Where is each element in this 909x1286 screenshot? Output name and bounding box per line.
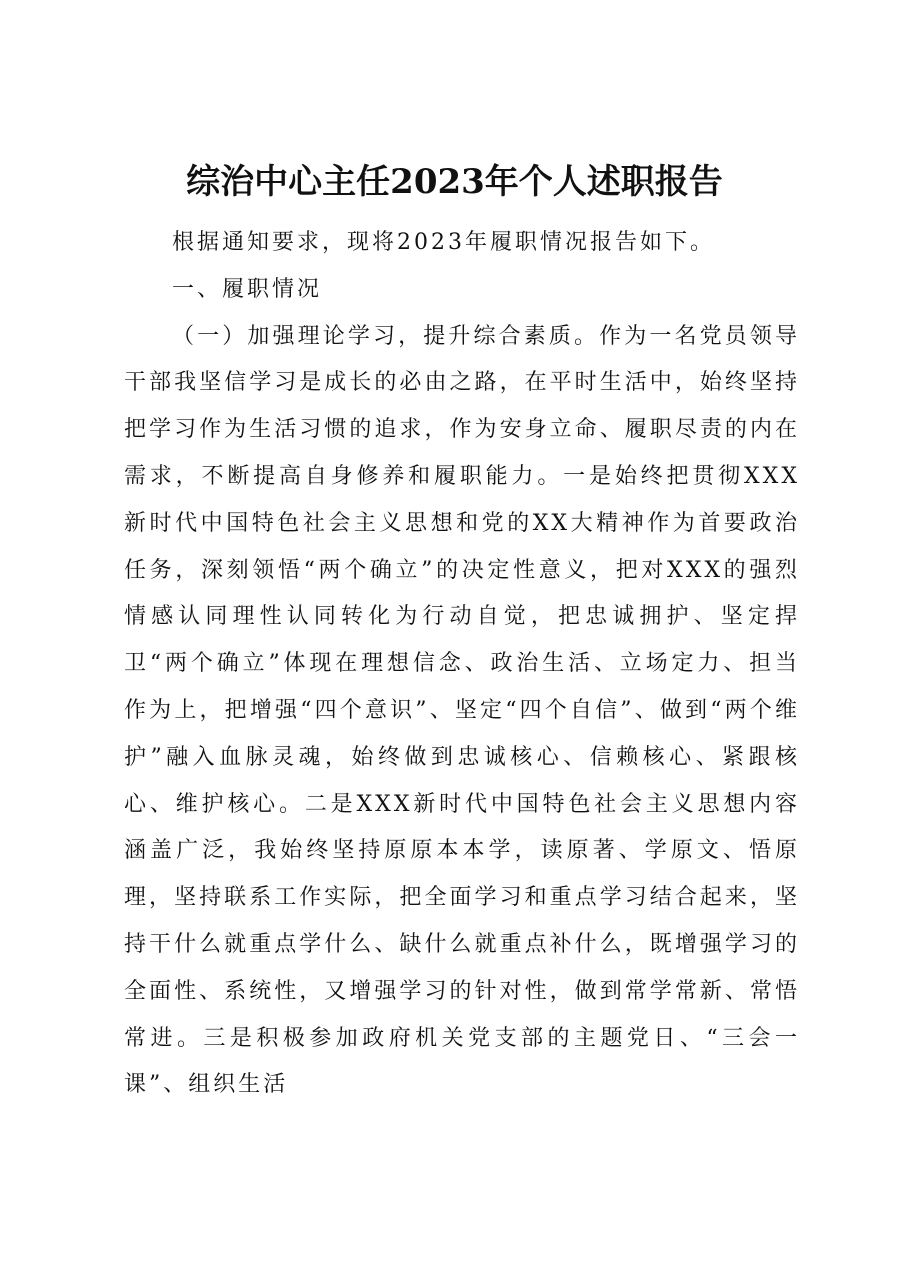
section-heading: 一、履职情况 (172, 276, 323, 302)
document-title: 综治中心主任2023年个人述职报告 (186, 162, 723, 202)
body-paragraph: （一）加强理论学习，提升综合素质。作为一名党员领导干部我坚信学习是成长的必由之路，在平时生活中，始终坚持把学习作为生活习惯的追求，作为安身立命、履职尽责的内在需求，不断提高自身修养和履职能力。一是始终把贯彻XXX新时代中国特色社会主义思想和党的XX大精神作为首要政治任务，深刻领悟“两个确立”的决定性意义，把对XXX的强烈情感认同理性认同转化为行动自觉，把忠诚拥护、坚定捍卫“两个确立”体现在理想信念、政治生活、立场定力、担当作为上，把增强“四个意识”、坚定“四个自信”、做到“两个维护”融入血脉灵魂，始终做到忠诚核心、信赖核心、紧跟核心、维护核心。二是XXX新时代中国特色社会主义思想内容涵盖广泛，我始终坚持原原本本学，读原著、学原文、悟原理，坚持联系工作实际，把全面学习和重点学习结合起来，坚持干什么就重点学什么、缺什么就重点补什么，既增强学习的全面性、系统性，又增强学习的针对性，做到常学常新、常悟常进。三是积极参加政府机关党支部的主题党日、“三会一课”、组织生活 (124, 323, 800, 1098)
intro-paragraph: 根据通知要求，现将2023年履职情况报告如下。 (172, 230, 715, 255)
document-body (124, 220, 800, 1109)
